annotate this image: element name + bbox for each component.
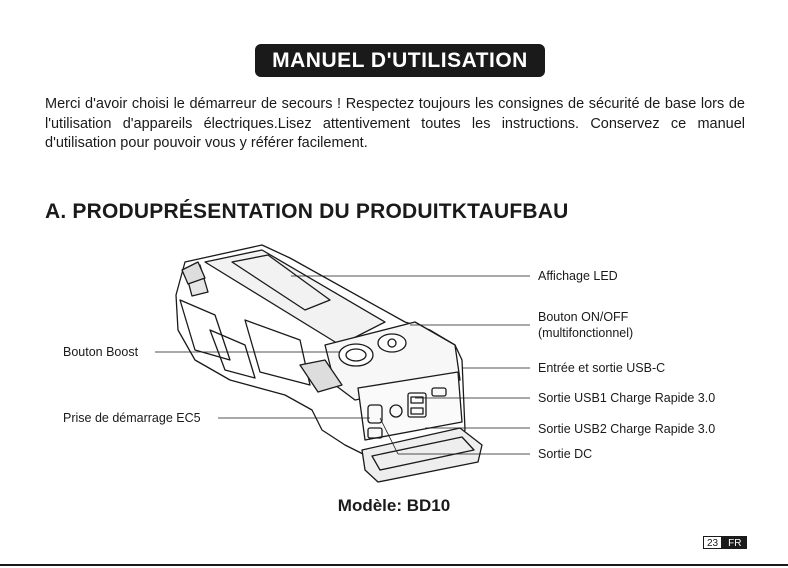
label-ec5-socket: Prise de démarrage EC5 <box>63 411 201 425</box>
label-dc-output: Sortie DC <box>538 447 593 461</box>
label-onoff-button: Bouton ON/OFF <box>538 310 629 324</box>
page-number: 23 <box>703 536 722 549</box>
label-boost-button: Bouton Boost <box>63 345 139 359</box>
label-usb1: Sortie USB1 Charge Rapide 3.0 <box>538 391 716 405</box>
model-name: Modèle: BD10 <box>337 496 451 515</box>
page-number-badge <box>703 536 747 549</box>
label-usbc: Entrée et sortie USB-C <box>538 361 666 375</box>
label-multifunction: (multifonctionnel) <box>538 326 634 340</box>
manual-title: MANUEL D'UTILISATION <box>255 44 545 77</box>
bottom-rule <box>0 564 788 566</box>
section-heading: A. PRODUPRÉSENTATION DU PRODUITKTAUFBAU <box>45 200 569 223</box>
label-usb2: Sortie USB2 Charge Rapide 3.0 <box>538 422 716 436</box>
intro-paragraph: Merci d'avoir choisi le démarreur de secours ! Respectez toujours les consignes de sécurité de base lors de l'utilisation d'appareils électriques.Lisez attentivement toutes les instructions. Conservez ce manuel d'utilisation pour pouvoir vous y référer facilement. <box>45 96 745 151</box>
label-led-display: Affichage LED <box>538 269 618 283</box>
language-tag: FR <box>722 536 747 549</box>
